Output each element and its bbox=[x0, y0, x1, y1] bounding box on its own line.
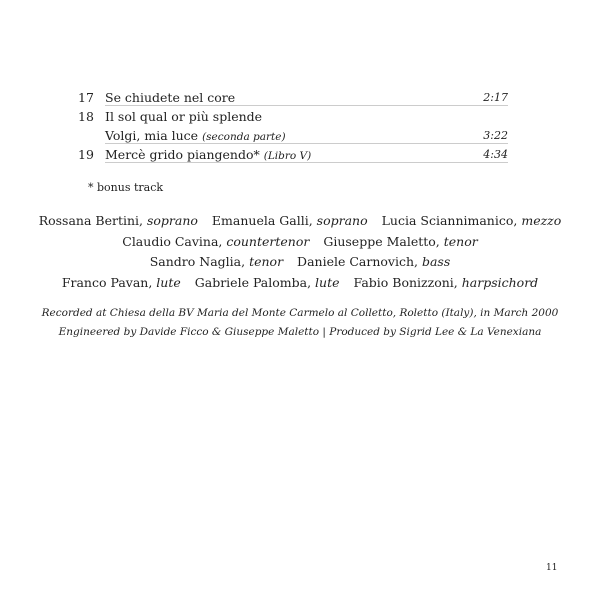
track-row bbox=[78, 126, 508, 145]
performer-name: Giuseppe Maletto bbox=[323, 233, 436, 249]
performer-role: tenor bbox=[443, 233, 478, 249]
performer: Emanuela Galli, soprano bbox=[211, 213, 368, 228]
performers-line bbox=[0, 252, 600, 273]
track-number: 19 bbox=[78, 147, 94, 162]
performer-name: Emanuela Galli bbox=[211, 213, 309, 228]
performer-name: Sandro Naglia bbox=[149, 254, 242, 269]
performers-list bbox=[0, 211, 600, 293]
recording-location: Recorded at Chiesa della BV Maria del Monte Carmelo al Colletto, Roletto (Italy), in March 2000 bbox=[41, 307, 559, 319]
track-row bbox=[78, 145, 508, 164]
performer-name: Rossana Bertini bbox=[38, 213, 140, 228]
track-list bbox=[78, 88, 508, 164]
performer-name: Lucia Sciannimanico bbox=[381, 213, 514, 228]
recording-credits bbox=[0, 304, 600, 342]
performers-line bbox=[0, 273, 600, 294]
performer-role: bass bbox=[421, 254, 451, 269]
track-row bbox=[78, 88, 508, 107]
performers-line bbox=[0, 232, 600, 253]
performer: Fabio Bonizzoni, harpsichord bbox=[353, 274, 539, 290]
performer-role: tenor bbox=[249, 254, 284, 269]
page-number: 11 bbox=[546, 563, 558, 573]
track-number: 17 bbox=[78, 90, 94, 105]
track-title-text: Volgi, mia luce bbox=[105, 128, 199, 143]
performer-name: Fabio Bonizzoni bbox=[353, 274, 454, 290]
performer-name: Gabriele Palomba bbox=[194, 274, 308, 290]
track-title-text: Mercè grido piangendo* bbox=[105, 147, 260, 162]
performer-name: Claudio Cavina bbox=[122, 233, 219, 249]
performer-role: harpsichord bbox=[461, 274, 539, 290]
bonus-track-note: * bonus track bbox=[88, 181, 164, 194]
performer-name: Daniele Carnovich bbox=[297, 254, 415, 269]
performer: Daniele Carnovich, bass bbox=[297, 254, 451, 269]
track-title-text: Se chiudete nel core bbox=[105, 90, 236, 105]
track-title bbox=[105, 88, 235, 107]
track-number: 18 bbox=[78, 109, 94, 124]
performer: Rossana Bertini, soprano bbox=[38, 213, 198, 228]
track-duration: 2:17 bbox=[483, 91, 508, 104]
performer-role: mezzo bbox=[521, 213, 562, 228]
performer-role: soprano bbox=[316, 213, 368, 228]
performer: Claudio Cavina, countertenor bbox=[122, 233, 310, 249]
performer-role: lute bbox=[315, 274, 340, 290]
performer: Sandro Naglia, tenor bbox=[149, 254, 284, 269]
performer-role: lute bbox=[156, 274, 181, 290]
performer: Gabriele Palomba, lute bbox=[194, 274, 340, 290]
track-title bbox=[105, 145, 311, 166]
engineering-production-credit: Engineered by Davide Ficco & Giuseppe Maletto | Produced by Sigrid Lee & La Venexiana bbox=[58, 326, 542, 338]
track-note: (seconda parte) bbox=[202, 131, 286, 143]
track-title bbox=[105, 107, 262, 126]
track-title bbox=[105, 126, 286, 147]
performer-role: soprano bbox=[146, 213, 198, 228]
performer: Lucia Sciannimanico, mezzo bbox=[381, 213, 562, 228]
performer-name: Franco Pavan bbox=[61, 274, 149, 290]
performer-role: countertenor bbox=[226, 233, 310, 249]
track-row bbox=[78, 107, 508, 126]
track-title-text: Il sol qual or più splende bbox=[105, 109, 263, 124]
performers-line bbox=[0, 211, 600, 232]
performer: Giuseppe Maletto, tenor bbox=[323, 233, 478, 249]
track-duration: 3:22 bbox=[483, 129, 508, 142]
track-duration: 4:34 bbox=[483, 148, 508, 161]
performer: Franco Pavan, lute bbox=[61, 274, 181, 290]
track-note: (Libro V) bbox=[263, 150, 312, 162]
